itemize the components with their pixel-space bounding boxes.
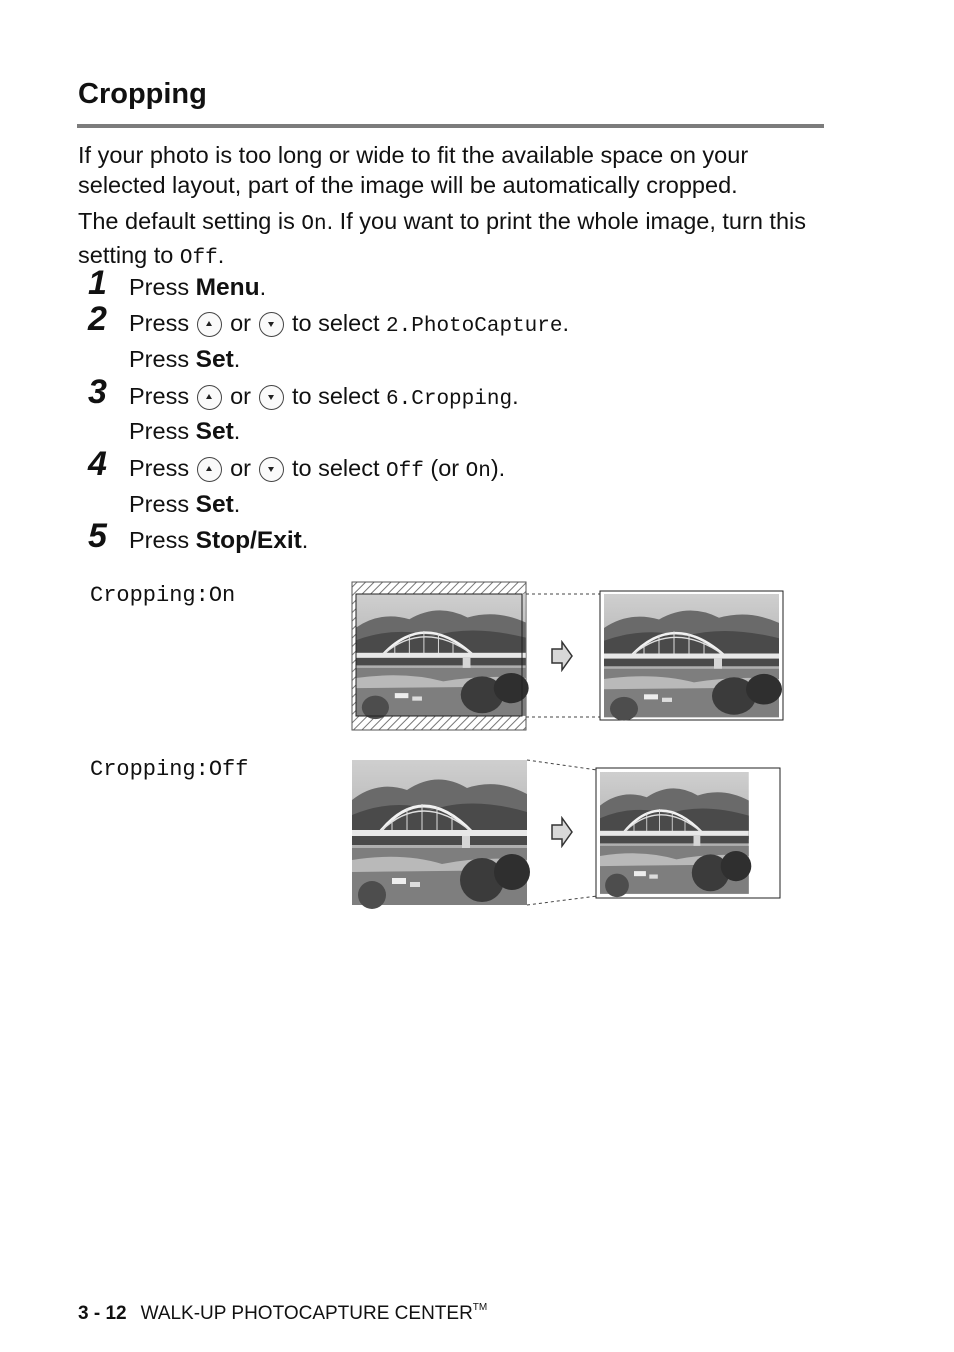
right-arrow-icon (552, 818, 572, 846)
menu-option: 6.Cropping (386, 388, 513, 411)
title-rule (77, 124, 824, 128)
punct: . (233, 346, 241, 372)
step-text (129, 418, 240, 446)
step-press: Press (129, 527, 196, 553)
step-3 (0, 373, 954, 415)
to-select-text: to select (291, 455, 380, 481)
step-press: Press (129, 310, 190, 336)
punct: . (301, 527, 309, 553)
menu-option: 2.PhotoCapture (386, 315, 563, 338)
punct: . (233, 418, 241, 444)
default-text-mid: . If you want to print the whole image, turn this setting to (78, 208, 806, 268)
step-number: 3 (88, 373, 107, 411)
step-text (129, 491, 240, 519)
step-3-set (0, 414, 954, 450)
step-press: Press (129, 418, 196, 444)
to-select-text: to select (291, 383, 380, 409)
punct: . (259, 274, 267, 300)
or-text: or (230, 383, 251, 409)
key-name-set: Set (195, 346, 234, 373)
right-arrow-icon (552, 642, 572, 670)
menu-option-alt: On (465, 460, 491, 483)
page-number: 3 - 12 (78, 1303, 127, 1324)
default-paragraph (78, 206, 838, 274)
cropping-off-illustration (350, 758, 790, 910)
step-press: Press (129, 383, 190, 409)
up-arrow-button-icon (197, 385, 222, 410)
step-press: Press (129, 274, 196, 300)
punct: ). (490, 455, 506, 481)
step-press: Press (129, 455, 190, 481)
step-text (129, 527, 308, 555)
down-arrow-button-icon (259, 312, 284, 337)
step-number: 5 (88, 517, 107, 555)
down-arrow-button-icon (259, 385, 284, 410)
punct: . (233, 491, 241, 517)
step-number: 2 (88, 300, 107, 338)
cropping-off-label: Cropping:Off (90, 757, 249, 782)
step-press: Press (129, 346, 196, 372)
default-off-value: Off (179, 247, 218, 270)
key-name-set: Set (195, 491, 234, 518)
cropping-on-label: Cropping:On (90, 583, 236, 608)
step-2 (0, 300, 954, 342)
step-1 (0, 264, 954, 306)
menu-option: Off (386, 460, 424, 483)
default-on-value: On (301, 213, 327, 236)
default-text-end: . (217, 242, 225, 268)
up-arrow-button-icon (197, 312, 222, 337)
step-text (129, 310, 569, 338)
to-select-text: to select (291, 310, 380, 336)
step-5 (0, 517, 954, 559)
punct: (or (430, 455, 466, 481)
trademark: TM (472, 1302, 488, 1313)
or-text: or (230, 310, 251, 336)
punct: . (512, 383, 519, 409)
step-2-set (0, 342, 954, 378)
up-arrow-button-icon (197, 457, 222, 482)
step-text (129, 346, 240, 374)
page-title: Cropping (78, 78, 207, 110)
section-name: WALK-UP PHOTOCAPTURE CENTER (140, 1303, 473, 1324)
step-text (129, 455, 505, 483)
step-4-set (0, 487, 954, 523)
key-name-menu: Menu (195, 274, 260, 301)
key-name-set: Set (195, 418, 234, 445)
cropping-on-illustration (350, 580, 790, 732)
down-arrow-button-icon (259, 457, 284, 482)
step-number: 1 (88, 264, 107, 302)
step-press: Press (129, 491, 196, 517)
key-name-stop-exit: Stop/Exit (195, 527, 302, 554)
default-text: The default setting is (78, 208, 302, 234)
step-text (129, 383, 519, 411)
step-4 (0, 445, 954, 487)
intro-paragraph: If your photo is too long or wide to fit the available space on your selected layout, part of the image will be automatically cropped. (78, 142, 749, 198)
step-text (129, 274, 266, 302)
step-number: 4 (88, 445, 107, 483)
page-footer (78, 1302, 487, 1325)
or-text: or (230, 455, 251, 481)
punct: . (562, 310, 570, 336)
